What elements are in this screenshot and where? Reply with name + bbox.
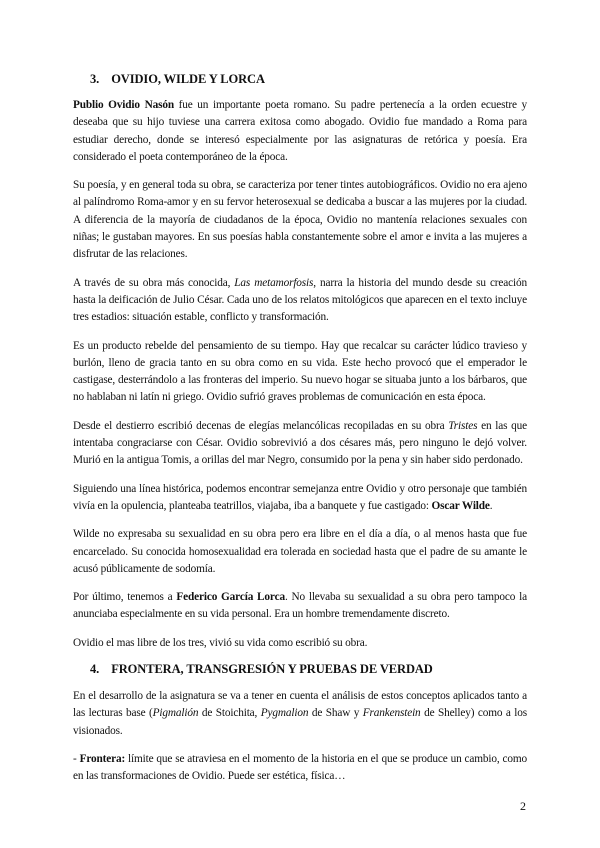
section-3-title: OVIDIO, WILDE Y LORCA bbox=[111, 72, 265, 86]
title-las-metamorfosis: Las metamorfosis bbox=[234, 276, 314, 289]
paragraph-ovidio-intro: Publio Ovidio Nasón fue un importante poeta romano. Su padre pertenecía a la orden ecuestre y deseaba que su hijo tuviese una carrera exitosa como abogado. Ovidio fue mandado a Roma para estudiar derecho, donde se interesó especialmente por las asignaturas de retórica y poesía. Era considerado el poeta contemporáneo de la época. bbox=[73, 99, 527, 163]
name-federico-garcia-lorca: Federico García Lorca bbox=[176, 591, 285, 604]
title-frankenstein: Frankenstein bbox=[362, 707, 421, 720]
section-3-heading bbox=[73, 72, 527, 87]
section-4-title: FRONTERA, TRANSGRESIÓN Y PRUEBAS DE VERDAD bbox=[111, 662, 433, 677]
page-number: 2 bbox=[520, 799, 526, 813]
name-publio-ovidio: Publio Ovidio Nasón bbox=[73, 99, 174, 111]
paragraph-frontera: - Frontera: límite que se atraviesa en el momento de la historia en el que se produce un cambio, como en las transformaciones de Ovidio. Puede ser estética, física… bbox=[73, 752, 527, 783]
section-3-number: 3. bbox=[90, 72, 100, 86]
title-pigmalion: Pigmalión bbox=[152, 707, 199, 720]
paragraph-rebel: Es un producto rebelde del pensamiento de su tiempo. Hay que recalcar su carácter lúdico travieso y burlón, lleno de gracia tanto en su obra como en su vida. Este hecho provocó que el emperador le castigase, desterrándolo a las fronteras del imperio. Su nuevo hogar se situaba junto a los bárbaros, que no hablaban ni latín ni griego. Ovidio sufrió graves problemas de comunicación en esta época. bbox=[73, 339, 527, 404]
paragraph-lorca: Por último, tenemos a Federico García Lorca. No llevaba su sexualidad a su obra pero tampoco la anunciaba especialmente en su vida personal. Era un hombre tremendamente discreto. bbox=[73, 591, 527, 621]
term-frontera: Frontera: bbox=[79, 752, 126, 765]
section-4-number: 4. bbox=[90, 662, 100, 677]
title-pygmalion: Pygmalion bbox=[260, 707, 309, 720]
paragraph-concepts: En el desarrollo de la asignatura se va a tener en cuenta el análisis de estos conceptos aplicados tanto a las lecturas base (Pigmalión de Stoichita, Pygmalion de Shaw y Frankenstein de Shelley) como a los visionados. bbox=[73, 690, 528, 737]
paragraph-exile: Desde el destierro escribió decenas de elegías melancólicas recopiladas en su obra Tristes en las que intentaba congraciarse con César. Ovidio sobrevivió a dos césares más, pero ninguno le dejó volver. Murió en la antigua Tomis, a orillas del mar Negro, consumido por la pena y sin haber sido perdonado. bbox=[73, 419, 527, 467]
paragraph-metamorfosis: A través de su obra más conocida, Las metamorfosis, narra la historia del mundo desde su creación hasta la deificación de Julio César. Cada uno de los relatos mitológicos que aparecen en el texto incluye tres estadios: situación estable, conflicto y transformación. bbox=[73, 276, 527, 324]
paragraph-wilde-sexuality: Wilde no expresaba su sexualidad en su obra pero era libre en el día a día, o al menos hasta que fue encarcelado. Su conocida homosexualidad era tolerada en sociedad hasta que el padre de su amante le acusó públicamente de sodomía. bbox=[73, 528, 527, 575]
paragraph-wilde-intro: Siguiendo una línea histórica, podemos encontrar semejanza entre Ovidio y otro personaje que también vivía en la opulencia, planteaba teatrillos, viajaba, iba a banquete y fue castigado: Oscar Wilde. bbox=[73, 482, 527, 512]
paragraph-ovidio-poetry: Su poesía, y en general toda su obra, se caracteriza por tener tintes autobiográficos. Ovidio no era ajeno al palíndromo Roma-amor y en su fervor heterosexual se dedicaba a buscar a las mujeres por la ciudad. A diferencia de la mayoría de ciudadanos de la época, Ovidio no mantenía relaciones sexuales con niñas; le gustaban mayores. En sus poesías habla constantemente sobre el amor e invita a las mujeres a disfrutar de las relaciones. bbox=[73, 179, 527, 261]
name-oscar-wilde: Oscar Wilde bbox=[431, 499, 490, 512]
section-4-heading bbox=[73, 662, 527, 677]
paragraph-conclusion: Ovidio el mas libre de los tres, vivió su vida como escribió su obra. bbox=[73, 636, 368, 649]
page-content bbox=[73, 60, 527, 786]
title-tristes: Tristes bbox=[448, 419, 478, 432]
